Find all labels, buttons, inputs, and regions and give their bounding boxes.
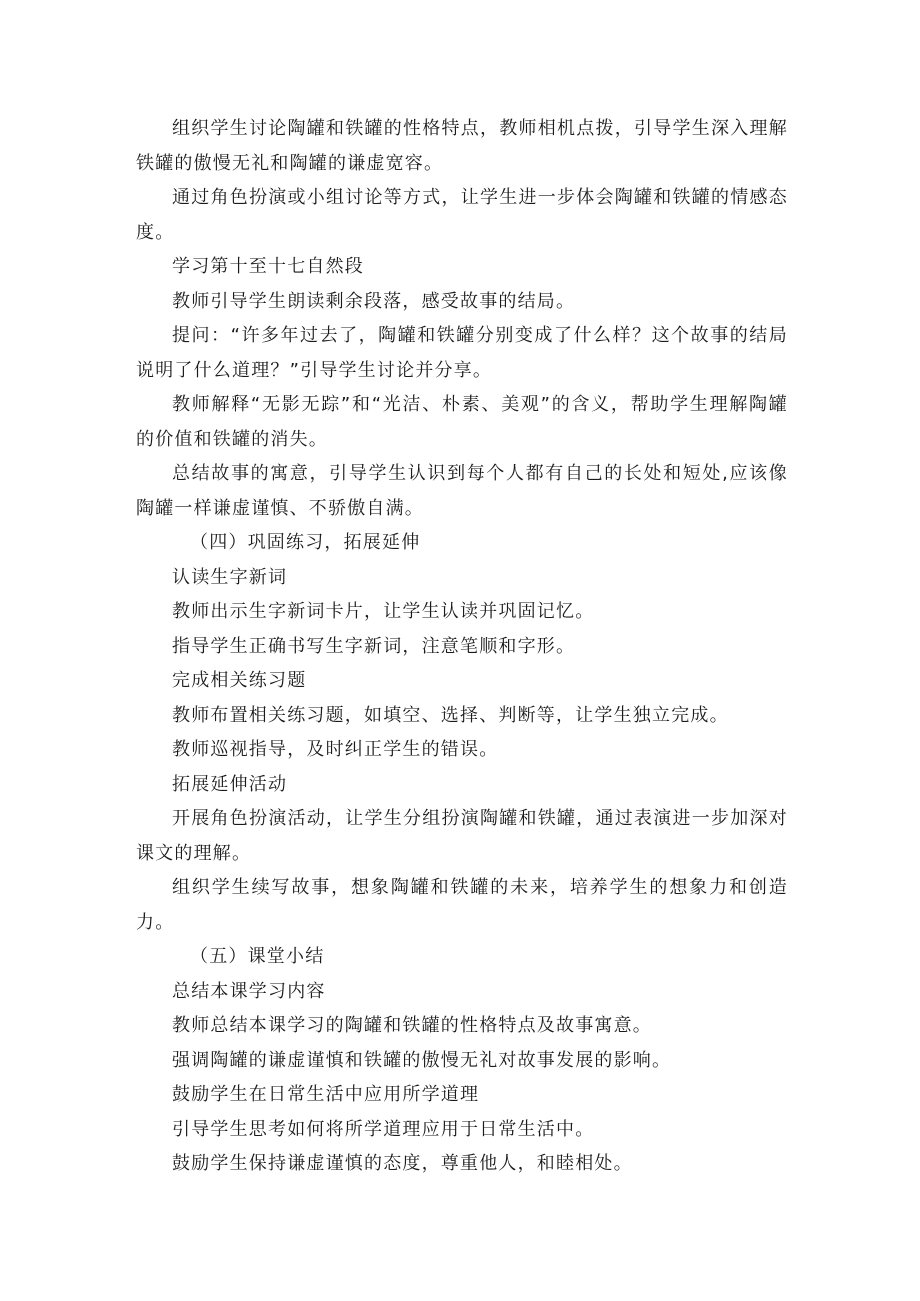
subheading: 总结本课学习内容 [172, 980, 326, 1002]
section-heading: （五）课堂小结 [190, 946, 325, 967]
paragraph: 总结故事的寓意，引导学生认识到每个人都有自己的长处和短处,应该像陶罐一样谦虚谨慎、不骄傲自满。 [136, 463, 788, 519]
paragraph: 引导学生思考如何将所学道理应用于日常生活中。 [172, 1118, 595, 1140]
paragraph: 教师布置相关练习题，如填空、选择、判断等，让学生独立完成。 [172, 704, 729, 726]
section-heading: （四）巩固练习，拓展延伸 [190, 532, 421, 553]
document-body [136, 112, 788, 1182]
paragraph: 组织学生讨论陶罐和铁罐的性格特点，教师相机点拨，引导学生深入理解铁罐的傲慢无礼和陶罐的谦虚宽容。 [136, 118, 788, 174]
paragraph: 教师解释“无影无踪”和“光洁、朴素、美观”的含义，帮助学生理解陶罐的价值和铁罐的消失。 [136, 394, 788, 450]
paragraph: 通过角色扮演或小组讨论等方式，让学生进一步体会陶罐和铁罐的情感态度。 [136, 187, 788, 243]
paragraph: 教师总结本课学习的陶罐和铁罐的性格特点及故事寓意。 [172, 1015, 652, 1036]
paragraph: 教师巡视指导，及时纠正学生的错误。 [172, 739, 499, 760]
subheading: 拓展延伸活动 [172, 773, 288, 795]
paragraph: 教师引导学生朗读剩余段落，感受故事的结局。 [172, 290, 576, 312]
paragraph: 强调陶罐的谦虚谨慎和铁罐的傲慢无礼对故事发展的影响。 [172, 1049, 672, 1071]
paragraph: 教师出示生字新词卡片，让学生认读并巩固记忆。 [172, 601, 595, 622]
subheading: 完成相关练习题 [172, 670, 307, 691]
subheading: 鼓励学生在日常生活中应用所学道理 [172, 1084, 480, 1105]
paragraph: 组织学生续写故事，想象陶罐和铁罐的未来，培养学生的想象力和创造力。 [136, 877, 788, 933]
paragraph: 开展角色扮演活动，让学生分组扮演陶罐和铁罐，通过表演进一步加深对课文的理解。 [136, 808, 788, 864]
paragraph: 提问：“许多年过去了，陶罐和铁罐分别变成了什么样？这个故事的结局说明了什么道理？”引导学生讨论并分享。 [136, 325, 788, 381]
paragraph: 鼓励学生保持谦虚谨慎的态度，尊重他人，和睦相处。 [172, 1153, 633, 1174]
subheading: 学习第十至十七自然段 [172, 256, 364, 277]
paragraph: 指导学生正确书写生字新词，注意笔顺和字形。 [172, 635, 576, 657]
subheading: 认读生字新词 [172, 566, 288, 588]
